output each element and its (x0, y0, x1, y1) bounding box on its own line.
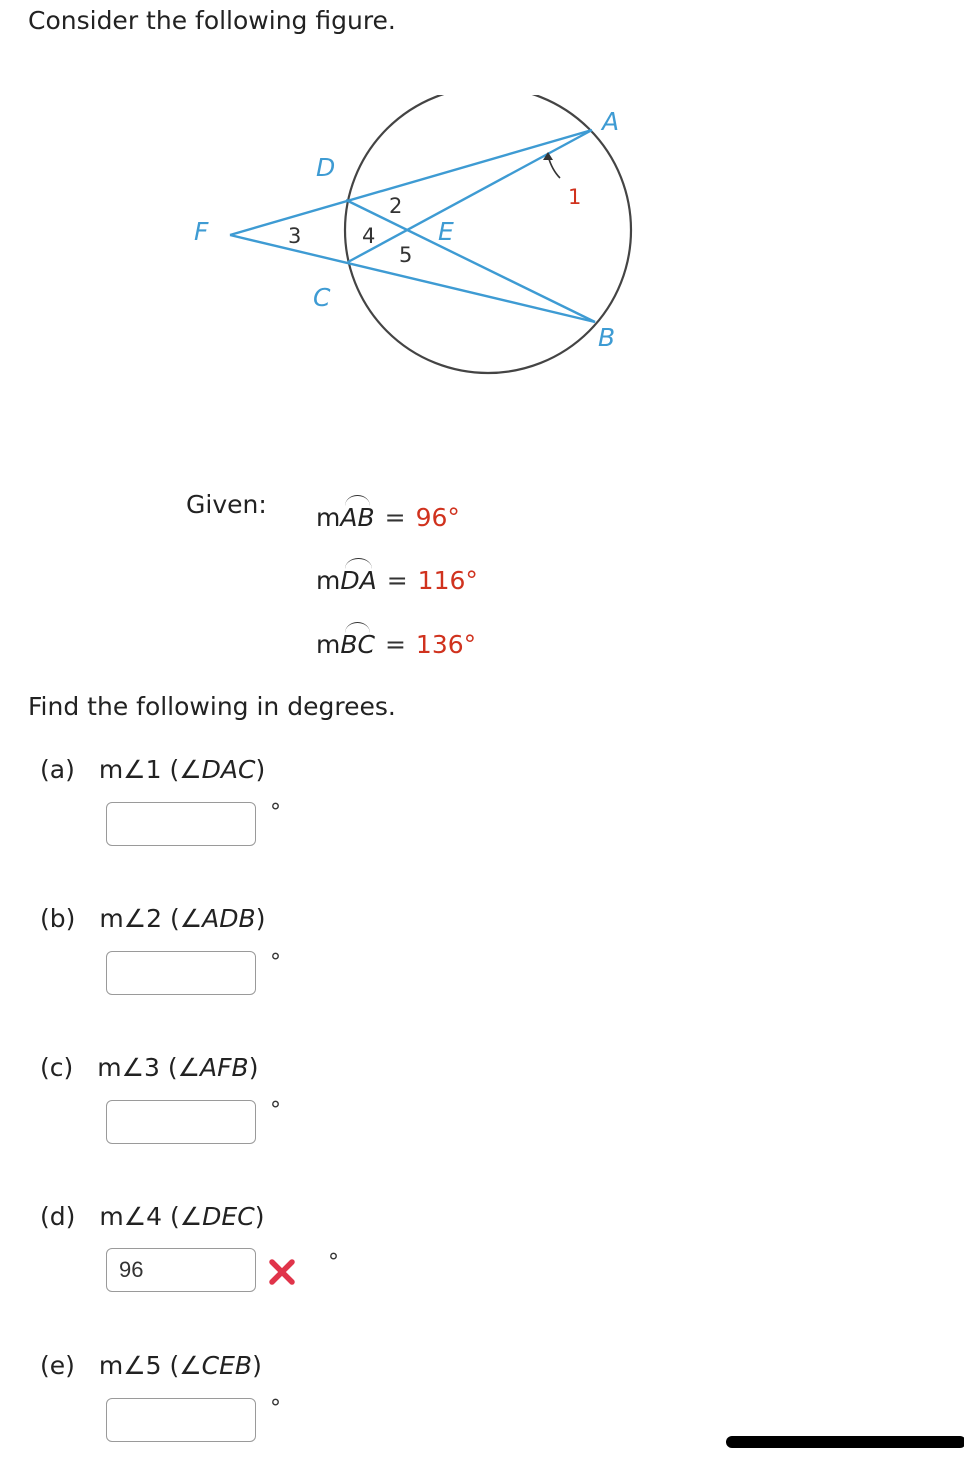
given-label: Given: (186, 490, 267, 519)
degree-symbol-e: ° (270, 1396, 281, 1421)
find-instruction: Find the following in degrees. (28, 692, 396, 721)
incorrect-x-icon (266, 1256, 298, 1288)
label-B: B (598, 323, 616, 352)
chord-CA (348, 130, 592, 262)
answer-b-input[interactable] (106, 951, 256, 995)
secant-FA (230, 130, 592, 235)
circle-figure (180, 95, 650, 395)
angle-label-1: 1 (568, 185, 582, 209)
scrollbar[interactable] (726, 1436, 964, 1448)
angle-label-4: 4 (362, 224, 376, 248)
degree-symbol-d: ° (328, 1250, 339, 1275)
answer-c-input[interactable] (106, 1100, 256, 1144)
question-a-label: (a) m∠1 (∠DAC) (40, 755, 266, 784)
chord-DB (346, 200, 595, 322)
question-e-label: (e) m∠5 (∠CEB) (40, 1351, 262, 1380)
label-E: E (438, 217, 454, 246)
label-D: D (316, 153, 336, 182)
secant-FB (230, 235, 595, 322)
degree-symbol-c: ° (270, 1098, 281, 1123)
answer-d-input[interactable] (106, 1248, 256, 1292)
question-c-label: (c) m∠3 (∠AFB) (40, 1053, 259, 1082)
given-arc-AB: mAB = 96° (316, 503, 460, 532)
answer-e-input[interactable] (106, 1398, 256, 1442)
intro-text: Consider the following figure. (28, 6, 396, 35)
degree-symbol-a: ° (270, 800, 281, 825)
given-arc-DA: mDA = 116° (316, 566, 478, 595)
question-b-label: (b) m∠2 (∠ADB) (40, 904, 266, 933)
given-arc-BC: mBC = 136° (316, 630, 477, 659)
label-C: C (313, 283, 331, 312)
angle-label-2: 2 (389, 194, 403, 218)
question-d-label: (d) m∠4 (∠DEC) (40, 1202, 265, 1231)
angle-label-5: 5 (399, 243, 413, 267)
label-F: F (194, 217, 209, 246)
circle (345, 95, 631, 373)
degree-symbol-b: ° (270, 950, 281, 975)
angle-label-3: 3 (288, 224, 302, 248)
label-A: A (602, 107, 620, 136)
answer-a-input[interactable] (106, 802, 256, 846)
